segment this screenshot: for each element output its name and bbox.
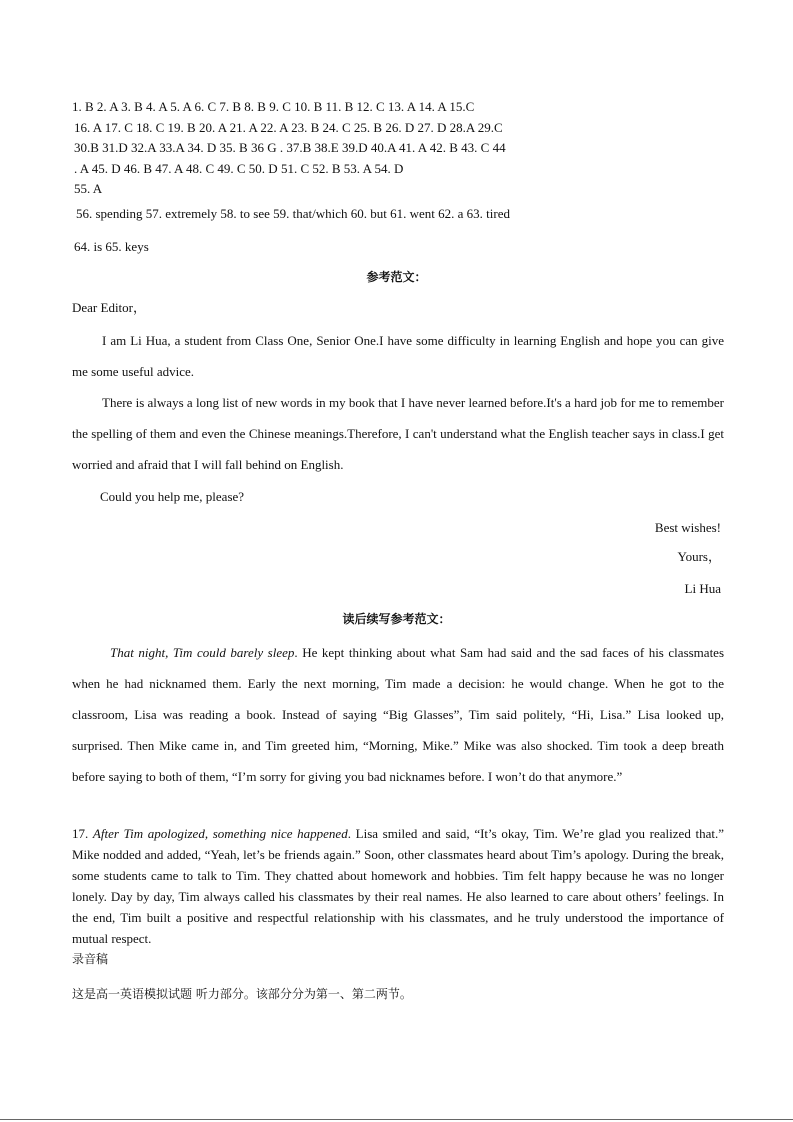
answer-line-3: 30.B 31.D 32.A 33.A 34. D 35. B 36 G . 37.B 38.E 39.D 40.A 41. A 42. B 43. C 44 [74, 140, 506, 155]
essay1-paragraph-2: There is always a long list of new words in my book that I have never learned before.It's a hard job for me to remember the spelling of them and even the Chinese meanings.Therefore, I can't understand what the English teacher says in class.I get worried and afraid that I will fall behind on English. [72, 395, 724, 472]
answer-line-1: 1. B 2. A 3. B 4. A 5. A 6. C 7. B 8. B 9. C 10. B 11. B 12. C 13. A 14. A 15.C [72, 99, 475, 114]
essay2-paragraph-1-lead: That night, Tim could barely sleep [110, 645, 295, 660]
essay1-closing: Best wishes! [654, 520, 721, 535]
essay1-heading: 参考范文： [366, 270, 427, 284]
answer-line-4: . A 45. D 46. B 47. A 48. C 49. C 50. D 51. C 52. B 53. A 54. D [74, 161, 404, 176]
essay2-paragraph-2-body: . Lisa smiled and said, “It’s okay, Tim. We’re glad you realized that.” Mike nodded and added, “Yeah, let’s be friends again.” Soon, other classmates heard about Tim’s apology. During the break, some students came to talk to Tim. They chatted about homework and hobbies. Tim felt happy because he was no longer lonely. Day by day, Tim always called his classmates by their real names. He also learned to care about others’ feelings. In the end, Tim built a positive and respectful relationship with his classmates, and he truly understood the importance of mutual respect. [72, 826, 724, 946]
essay2-paragraph-2-lead: After Tim apologized, something nice happened [92, 826, 348, 841]
essay1-salutation: Dear Editor， [72, 300, 147, 315]
page-bottom-rule [0, 1119, 793, 1120]
essay2-paragraph-2 [72, 823, 724, 949]
answer-line-2: 16. A 17. C 18. C 19. B 20. A 21. A 22. A 23. B 24. C 25. B 26. D 27. D 28.A 29.C [74, 120, 503, 135]
essay2-paragraph-1 [72, 637, 724, 792]
essay2-heading: 读后续写参考范文： [342, 612, 451, 626]
essay1-paragraph-3: Could you help me, please? [100, 489, 245, 504]
answer-line-6: 56. spending 57. extremely 58. to see 59. that/which 60. but 61. went 62. a 63. tired [76, 206, 510, 221]
essay1-signature: Li Hua [684, 581, 721, 596]
transcript-intro: 这是高一英语模拟试题 听力部分。该部分分为第一、第二两节。 [72, 987, 412, 1001]
essay1-closing-yours: Yours， [677, 549, 721, 564]
essay2-paragraph-1-body: . He kept thinking about what Sam had said and the sad faces of his classmates when he had nicknamed them. Early the next morning, Tim made a decision: he would change. When he got to the classroom, Lisa was reading a book. Instead of saying “Big Glasses”, Tim said politely, “Hi, Lisa.” Lisa looked up, surprised. Then Mike came in, and Tim greeted him, “Morning, Mike.” Mike was also shocked. Tim took a deep breath before saying to both of them, “I’m sorry for giving you bad nicknames before. I won’t do that anymore.” [72, 645, 725, 784]
answer-line-7: 64. is 65. keys [74, 239, 149, 254]
essay1-paragraph-1: I am Li Hua, a student from Class One, Senior One.I have some difficulty in learning English and hope you can give me some useful advice. [72, 333, 724, 379]
essay2-paragraph-2-number: 17. [72, 826, 93, 841]
answer-line-5: 55. A [74, 181, 103, 196]
transcript-heading: 录音稿 [72, 952, 109, 966]
